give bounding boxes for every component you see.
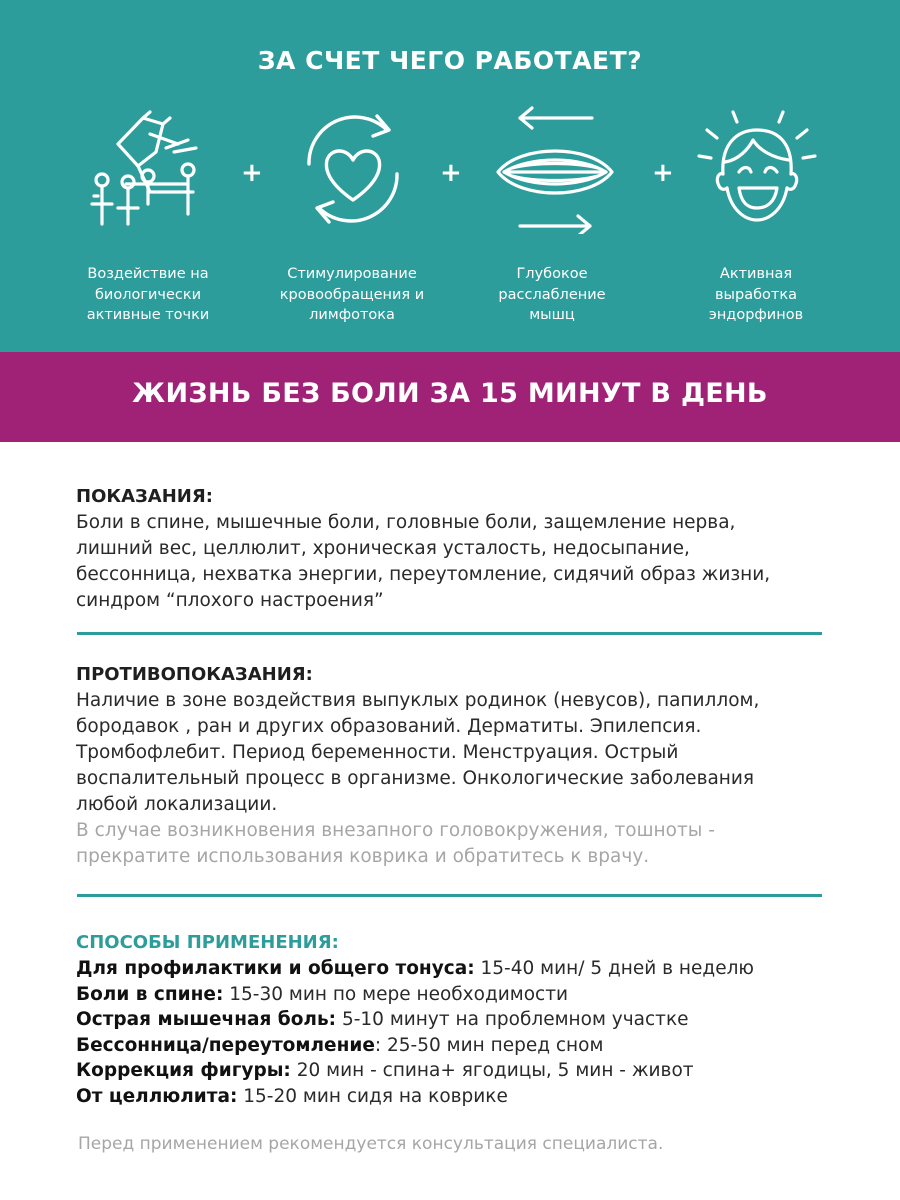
contraindications-line: бородавок , ран и других образований. Дерматиты. Эпилепсия. [76,716,702,737]
indications-line: лишний вес, целлюлит, хроническая усталость, недосыпание, [76,538,690,559]
usage-value: 15-30 мин по мере необходимости [223,983,569,1005]
usage-row [76,1084,836,1110]
slogan-title: ЖИЗНЬ БЕЗ БОЛИ ЗА 15 МИНУТ В ДЕНЬ [132,378,768,409]
usage-heading: СПОСОБЫ ПРИМЕНЕНИЯ: [76,932,339,953]
usage-value: 20 мин - спина+ ягодицы, 5 мин - живот [290,1060,694,1081]
indications-line: бессонница, нехватка энергии, переутомление, сидячий образ жизни, [76,564,771,585]
indications-heading: ПОКАЗАНИЯ: [76,486,213,507]
happy-face-icon [693,104,823,234]
usage-row [76,1007,836,1033]
feature-caption: Воздействие на биологически активные точки [86,266,210,323]
contraindications-line: любой локализации. [76,794,278,815]
usage-label: Боли в спине: [76,983,224,1005]
acupuncture-points-icon [88,104,218,234]
contraindications-heading: ПРОТИВОПОКАЗАНИЯ: [76,664,313,685]
warning-line: прекратите использования коврика и обратитесь к врачу. [76,846,650,867]
section-divider [77,894,822,897]
usage-row [76,982,836,1008]
usage-row [76,1058,836,1084]
usage-value: 15-20 мин сидя на коврике [237,1085,508,1107]
usage-row [76,956,836,982]
usage-label: От целлюлита: [76,1085,238,1107]
how-it-works-title: ЗА СЧЕТ ЧЕГО РАБОТАЕТ? [257,46,643,75]
plus-sign: + [652,158,674,188]
contraindications-line: Наличие в зоне воздействия выпуклых родинок (невусов), папиллом, [76,690,760,711]
usage-row [76,1033,836,1059]
contraindications-line: воспалительный процесс в организме. Онкологические заболевания [76,768,755,789]
heart-circulation-icon [287,104,417,234]
feature-caption: Стимулирование кровообращения и лимфотока [279,266,425,323]
usage-label: Коррекция фигуры: [76,1060,291,1081]
indications-line: Боли в спине, мышечные боли, головные боли, защемление нерва, [76,512,736,533]
section-divider [77,632,822,635]
usage-value: : 25-50 мин перед сном [374,1034,604,1056]
indications-section [76,484,836,614]
usage-section [76,930,836,1109]
plus-sign: + [440,158,462,188]
muscle-relax-icon [490,104,620,234]
plus-sign: + [241,158,263,188]
usage-value: 15-40 мин/ 5 дней в неделю [474,958,754,979]
usage-label: Бессонница/переутомление [76,1034,375,1056]
usage-label: Острая мышечная боль: [76,1009,337,1030]
contraindications-section [76,662,836,870]
indications-line: синдром “плохого настроения” [76,590,384,611]
warning-line: В случае возникновения внезапного головокружения, тошноты - [76,820,715,841]
contraindications-line: Тромбофлебит. Период беременности. Менструация. Острый [76,742,679,763]
usage-label: Для профилактики и общего тонуса: [76,958,475,979]
feature-caption: Активная выработка эндорфинов [708,266,804,323]
consultation-note: Перед применением рекомендуется консультация специалиста. [78,1134,664,1154]
usage-value: 5-10 минут на проблемном участке [336,1009,689,1030]
feature-caption: Глубокое расслабление мышц [498,266,606,323]
